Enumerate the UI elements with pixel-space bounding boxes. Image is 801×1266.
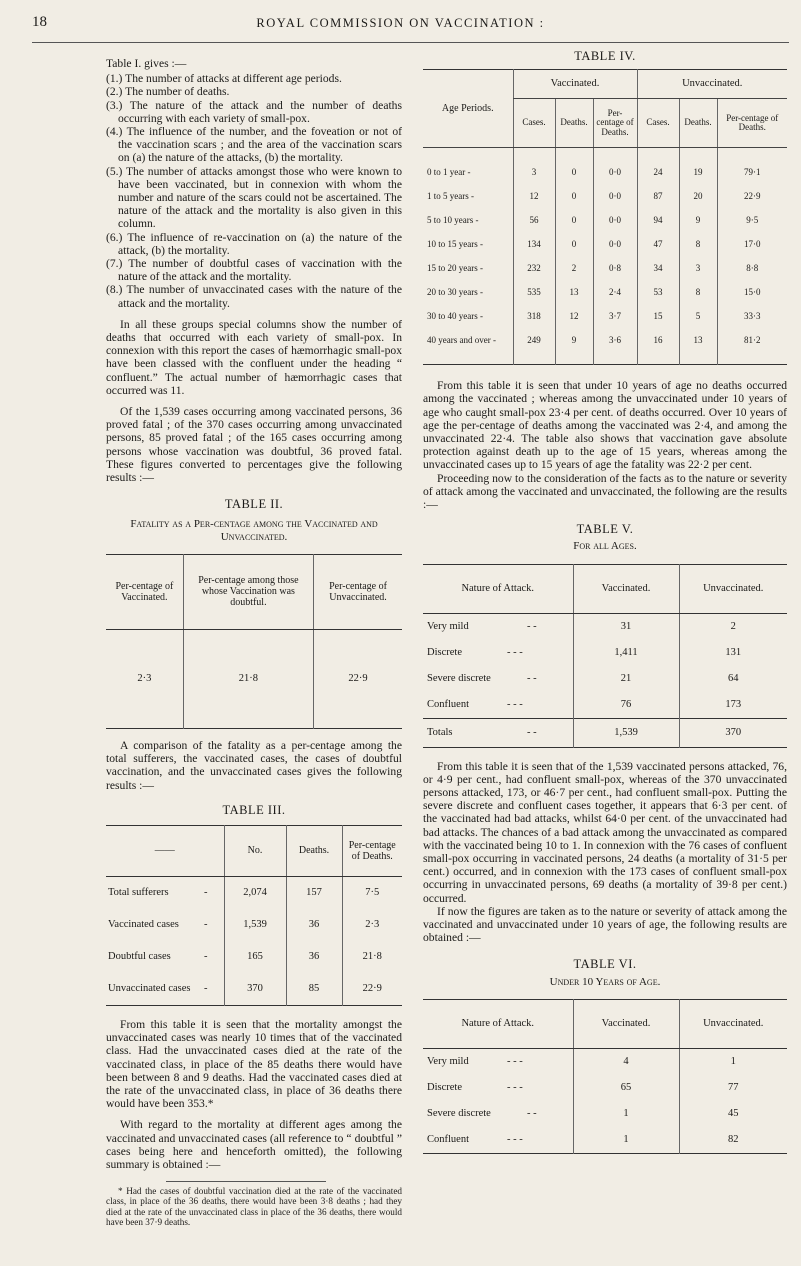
table-cell: 2 (679, 613, 787, 640)
table-cell: 47 (637, 232, 679, 256)
row-leader: - - - (507, 699, 523, 711)
table-iii (106, 825, 402, 1006)
paragraph: Proceeding now to the consideration of the facts as to the nature or severity of attack among the vaccinated and unvaccinated, the following are the results :— (423, 471, 787, 512)
table-header: Cases. (513, 99, 555, 148)
table-cell: 16 (637, 328, 679, 352)
table-cell: 3·6 (593, 328, 637, 352)
table-cell: 165 (224, 941, 286, 973)
running-title: ROYAL COMMISSION ON VACCINATION : (256, 16, 545, 30)
table-cell: 82 (679, 1127, 787, 1154)
table-row (423, 1075, 787, 1101)
table-cell: 318 (513, 304, 555, 328)
table-row (423, 640, 787, 666)
table-row (106, 909, 402, 941)
table-header: Per-centage of Deaths. (593, 99, 637, 148)
row-leader: - (492, 334, 496, 345)
table-cell: 31 (573, 613, 679, 640)
table-cell: 3 (513, 160, 555, 184)
table-cell: 370 (224, 973, 286, 1006)
table-cell: 33·3 (717, 304, 787, 328)
table-cell: 8·8 (717, 256, 787, 280)
table-row (423, 280, 787, 304)
table-cell: 21·8 (342, 941, 402, 973)
intro-text: Table I. gives :— (106, 57, 187, 70)
table-row (423, 184, 787, 208)
table-cell: 0·8 (593, 256, 637, 280)
table-cell: 85 (286, 973, 342, 1006)
table-cell: 131 (679, 640, 787, 666)
table-row (423, 692, 787, 719)
table-cell: 22·9 (314, 629, 402, 728)
row-leader: - (475, 214, 479, 225)
row-label: Very mild (427, 1056, 469, 1068)
table-row (106, 941, 402, 973)
list-item: (7.) The number of doubtful cases of vaccination with the nature of the attack and the mortality. (106, 257, 402, 284)
table-row (423, 304, 787, 328)
page-header (0, 14, 801, 36)
table-cell: 19 (679, 160, 717, 184)
row-leader: - - - (507, 1056, 523, 1068)
table-cell: 12 (555, 304, 593, 328)
table-cell: 2·4 (593, 280, 637, 304)
table-header: Deaths. (555, 99, 593, 148)
table-header: Per-centage of Vaccinated. (106, 554, 183, 629)
paragraph: From this table it is seen that the mortality amongst the unvaccinated cases was nearly 10 times that of the vaccinated class. Had the unvaccinated cases died at the rate of the vaccinated class, in place of the 85 deaths there would have been between 8 and 9 deaths. Had the vaccinated cases died at the rate of the unvaccinated class, in place of 36 deaths there would have been 353.* (106, 1017, 402, 1111)
table-row (423, 1101, 787, 1127)
table-cell: 53 (637, 280, 679, 304)
table-cell: 9 (555, 328, 593, 352)
table-ii (106, 554, 402, 729)
table-row (423, 1127, 787, 1154)
table-total-row (423, 718, 787, 747)
left-column (106, 57, 402, 1227)
table-cell: 12 (513, 184, 555, 208)
table-vi-title: TABLE VI. (573, 957, 637, 972)
paragraph: Of the 1,539 cases occurring among vaccinated persons, 36 proved fatal ; of the 370 cases occurring among unvaccinated persons, 85 proved fatal ; of the 165 cases occurring among persons whose vaccination was doubtful, 36 proved fatal. These figures converted to percentages give the following results :— (106, 405, 402, 485)
table-header: Nature of Attack. (423, 999, 573, 1048)
row-leader: - - - (507, 1082, 523, 1094)
table-row (423, 328, 787, 352)
table-cell: 0·0 (593, 160, 637, 184)
table-v-subtitle: For all Ages. (573, 540, 637, 553)
paragraph: A comparison of the fatality as a per-centage among the total sufferers, the vaccinated cases, the cases of doubtful vaccination, and the unvaccinated cases gives the following results :— (106, 738, 402, 792)
list-item: (6.) The influence of re-vaccination on (a) the nature of the attack, (b) the mortality. (106, 230, 402, 257)
row-label: Discrete (427, 647, 462, 659)
row-leader: - - (527, 621, 537, 633)
paragraph: From this table it is seen that of the 1,539 vaccinated persons attacked, 76, or 4·9 per cent., had confluent small-pox, whereas of the 370 unvaccinated persons attacked, 173, or 46·7 per cent., had confluent small-pox. Putting the severe discrete and confluent cases together, it appears that 6·3 per cent. of the vaccinated had bad attacks, whilst 64·0 per cent. of the unvaccinated had bad attacks. The chances of a bad attack among the unvaccinated as compared with the vaccinated being 10 to 1. In connexion with the 76 cases of confluent small-pox occurring in vaccinated persons, 24 deaths (a mortality of 31·5 per cent.) occurred, and in connexion with the 173 cases of confluent small-pox occurring in unvaccinated persons, 69 deaths (a mortality of 39·8 per cent.) occurred. (423, 759, 787, 905)
table-header: Vaccinated. (573, 564, 679, 613)
row-leader: - (480, 238, 483, 249)
table-cell: 2,074 (224, 876, 286, 909)
table-row (423, 1048, 787, 1075)
table-cell: 9·5 (717, 208, 787, 232)
table-cell: 0·0 (593, 232, 637, 256)
row-leader: - - (527, 727, 537, 739)
table-cell: 3 (679, 256, 717, 280)
table-cell: 2 (555, 256, 593, 280)
table-cell: 17·0 (717, 232, 787, 256)
row-leader: - (204, 887, 208, 899)
table-group-header: Unvaccinated. (637, 70, 787, 99)
row-label: Unvaccinated cases (108, 983, 191, 995)
row-label: 40 years and over (427, 334, 491, 345)
table-cell: 34 (637, 256, 679, 280)
row-label: Very mild (427, 621, 469, 633)
table-cell: 0 (555, 160, 593, 184)
table-header: Per-centage of Deaths. (342, 825, 402, 876)
table-cell: 7·5 (342, 876, 402, 909)
table-cell: 2·3 (342, 909, 402, 941)
row-leader: - (204, 983, 208, 995)
table-cell: 20 (679, 184, 717, 208)
list-item: (2.) The number of deaths. (106, 85, 230, 99)
list-item: (4.) The influence of the number, and the foveation or not of the vaccination scars ; and the area of the vaccination scars on (a) the nature of the attacks, (b) the mortality. (106, 125, 402, 165)
row-label: 10 to 15 years (427, 238, 478, 249)
table-cell: 2·3 (137, 673, 152, 685)
footnote-rule (166, 1181, 326, 1182)
paragraph: In all these groups special columns show the number of deaths that occurred with each variety of small-pox. In connexion with this report the cases of hæmorrhagic small-pox have been classed with the confluent under the heading “ confluent.” The actual number of hæmorrhagic cases that occurred was 11. (106, 317, 402, 397)
table-vi-subtitle: Under 10 Years of Age. (549, 975, 661, 988)
table-cell: 1 (573, 1127, 679, 1154)
table-header: Per-centage of Unvaccinated. (314, 554, 402, 629)
table-cell: 5 (679, 304, 717, 328)
page-number: 18 (32, 14, 47, 30)
footnote: * Had the cases of doubtful vaccination died at the rate of the vaccinated class, in place of the 36 deaths, there would have been 3·8 deaths ; had they died at the rate of the unvaccinated class in place of the 36 deaths, there would have been 37·9 deaths. (106, 1186, 402, 1227)
table-cell: 64 (679, 666, 787, 692)
table-header: Deaths. (286, 825, 342, 876)
table-header: No. (224, 825, 286, 876)
row-label: Severe discrete (427, 1108, 491, 1120)
table-cell: 3·7 (593, 304, 637, 328)
row-leader: - (467, 166, 471, 177)
paragraph: If now the figures are taken as to the nature or severity of attack among the vaccinated and unvaccinated under 10 years of age, the following results are obtained :— (423, 904, 787, 945)
table-cell: 134 (513, 232, 555, 256)
table-header: Vaccinated. (573, 999, 679, 1048)
table-row (106, 876, 402, 909)
table-header: Deaths. (679, 99, 717, 148)
table-cell: 21·8 (183, 629, 313, 728)
table-cell: 77 (679, 1075, 787, 1101)
row-label: Vaccinated cases (108, 919, 179, 931)
row-leader: - - - (507, 1134, 523, 1146)
table-cell: 81·2 (717, 328, 787, 352)
table-cell: 65 (573, 1075, 679, 1101)
row-label: 0 to 1 year (427, 166, 466, 177)
table-cell: 8 (679, 280, 717, 304)
table-cell: 15 (637, 304, 679, 328)
row-label: Severe discrete (427, 673, 491, 685)
table-cell: 45 (679, 1101, 787, 1127)
list-item: (5.) The number of attacks amongst those who were known to have been vaccinated, but in connexion with whom the number and nature of the scars could not be ascertained. The nature of the attack and the mortality is also given in this column. (106, 164, 402, 231)
row-label: 5 to 10 years (427, 214, 474, 225)
table-cell: 1,411 (573, 640, 679, 666)
table-cell: 0 (555, 184, 593, 208)
list-item: (8.) The number of unvaccinated cases with the nature of the attack and the mortality. (106, 283, 402, 310)
table-cell: 0·0 (593, 208, 637, 232)
table-header: Cases. (637, 99, 679, 148)
table-cell: 4 (573, 1048, 679, 1075)
table-cell: 157 (286, 876, 342, 909)
row-label: Confluent (427, 1134, 469, 1146)
table-iv-title: TABLE IV. (574, 49, 636, 63)
table-cell: 36 (286, 909, 342, 941)
table-cell: 1 (573, 1101, 679, 1127)
row-label: Confluent (427, 699, 469, 711)
paragraph: With regard to the mortality at different ages among the vaccinated and unvaccinated cases (all reference to “ doubtful ” cases being here and henceforth omitted), the following summary is obtained :— (106, 1118, 402, 1171)
row-label: 20 to 30 years (427, 286, 478, 297)
table-v (423, 564, 787, 748)
table-cell: 13 (679, 328, 717, 352)
table-header: Unvaccinated. (679, 999, 787, 1048)
table-header: Per-centage among those whose Vaccination was doubtful. (183, 554, 313, 629)
table-cell: 76 (573, 692, 679, 719)
table-cell: 22·9 (717, 184, 787, 208)
row-leader: - - (527, 673, 537, 685)
row-leader: - (204, 919, 208, 931)
table-header: Nature of Attack. (423, 564, 573, 613)
row-leader: - (471, 190, 474, 201)
row-leader: - (480, 286, 483, 297)
row-leader: - (480, 310, 483, 321)
table-iv (423, 69, 787, 365)
table-cell: 8 (679, 232, 717, 256)
table-row (423, 666, 787, 692)
table-cell: 9 (679, 208, 717, 232)
row-label: Totals (427, 727, 453, 739)
row-label: Discrete (427, 1082, 462, 1094)
table-cell: 21 (573, 666, 679, 692)
table-row (423, 160, 787, 184)
row-leader: - (204, 951, 208, 963)
right-column (423, 50, 787, 1154)
table-v-title: TABLE V. (576, 522, 634, 537)
table-header: Unvaccinated. (679, 564, 787, 613)
table-ii-subtitle: Fatality as a Per-centage among the Vaccinated and Unvaccinated. (130, 517, 378, 543)
row-label: 1 to 5 years (427, 190, 469, 201)
table-cell: 535 (513, 280, 555, 304)
table-cell: 24 (637, 160, 679, 184)
table-cell: 36 (286, 941, 342, 973)
table-header: —— (106, 825, 224, 876)
row-leader: - - - (507, 647, 523, 659)
table-cell: 0 (555, 232, 593, 256)
paragraph: From this table it is seen that under 10 years of age no deaths occurred among the vaccinated ; whereas among the unvaccinated under 10 years of age who caught small-pox 23·4 per cent. of deaths occurred. Over 10 years of age the per-centage of deaths among the vaccinated was 2·4, and among the unvaccinated 22·4. The table also shows that vaccination gave absolute protection against death up to the age of 15 years, whereas among the unvaccinated cases up to 15 years of age the fatality was 22·2 per cent. (423, 379, 787, 472)
row-leader: - - (527, 1108, 537, 1120)
table-cell: 232 (513, 256, 555, 280)
table-cell: 0·0 (593, 184, 637, 208)
table-cell: 13 (555, 280, 593, 304)
row-label: Doubtful cases (108, 951, 171, 963)
row-label: Total sufferers (108, 887, 169, 899)
table-row (423, 208, 787, 232)
table-cell: 0 (555, 208, 593, 232)
table-group-header: Vaccinated. (513, 70, 637, 99)
table-cell: 79·1 (717, 160, 787, 184)
list-item: (3.) The nature of the attack and the number of deaths occurring with each variety of small-pox. (106, 98, 402, 125)
table-cell: 87 (637, 184, 679, 208)
table-vi (423, 999, 787, 1154)
header-rule (32, 42, 789, 43)
table-cell: 249 (513, 328, 555, 352)
row-label: 15 to 20 years (427, 262, 478, 273)
table-header: Per-centage of Deaths. (717, 99, 787, 148)
table-cell: 1 (679, 1048, 787, 1075)
row-label: 30 to 40 years (427, 310, 478, 321)
table-cell: 15·0 (717, 280, 787, 304)
table-row (106, 629, 402, 728)
table-row (106, 973, 402, 1006)
table-row (423, 613, 787, 640)
table-cell: 22·9 (342, 973, 402, 1006)
table-row (423, 232, 787, 256)
table-row (423, 256, 787, 280)
row-leader: - (480, 262, 483, 273)
list-item: (1.) The number of attacks at different age periods. (106, 72, 342, 86)
table-cell: 370 (679, 718, 787, 747)
table-cell: 173 (679, 692, 787, 719)
table-cell: 1,539 (573, 718, 679, 747)
table-cell: 56 (513, 208, 555, 232)
table-ii-title: TABLE II. (224, 497, 284, 512)
table-cell: 94 (637, 208, 679, 232)
table-cell: 1,539 (224, 909, 286, 941)
table-header: Age Periods. (423, 70, 513, 148)
table-iii-title: TABLE III. (222, 802, 286, 817)
